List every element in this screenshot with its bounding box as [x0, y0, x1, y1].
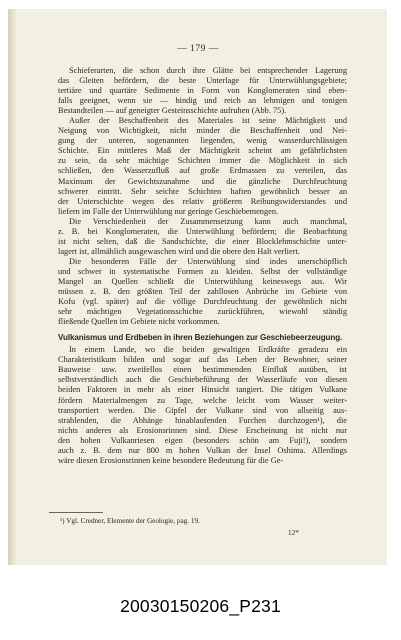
text-line: lagert ist, allmählich ausgewaschen wird und die obere den Halt verliert.	[58, 246, 300, 256]
text-line: und schwer in systematische Formen zu kleiden. Selbst der vollständige	[58, 266, 347, 276]
text-line: Die Verschiedenheit der Zusammensetzung kann auch manchmal,	[69, 216, 347, 226]
text-line: ist nicht selten, daß die Sandschichte, die einer Blocklehmschichte unter-	[58, 236, 347, 246]
text-line: Schieferarten, die schon durch ihre Glätte bei entsprechender Lagerung	[69, 66, 347, 75]
text-line: wäre diesen Erosionsrinnen keine besondere Bedeutung für die Ge-	[58, 455, 284, 465]
page-gutter-shadow	[9, 9, 17, 565]
body-text	[58, 66, 347, 466]
text-line: Mangel an Quellen schließt die Unterwühlung keineswegs aus. Wir	[58, 276, 347, 286]
text-line: z. B. bei Konglomeraten, die Unterwühlung befördern; die Beobachtung	[58, 226, 347, 236]
footnote-rule	[49, 512, 103, 513]
text-line: auch z. B. dem nur 800 m hohen Vulkan der Insel Oshima. Allerdings	[58, 445, 347, 455]
text-line: strahlenden, die Abhänge hinablaufenden Furchen durchzogen¹), die	[58, 415, 347, 425]
text-line: Bestandteilen — auf geneigter Gesteinsschichte aufruhen (Abb. 75).	[58, 106, 287, 116]
text-line: nichts anderes als Erosionsrinnen sind. Diese Erscheinung ist nicht nur	[58, 425, 347, 435]
section-heading: Vulkanismus und Erdbeben in ihren Beziehungen zur Geschiebeerzeugung.	[58, 333, 343, 343]
text-line: gung der unteren, sogenannten liegenden, wenig wasserdurchlässigen	[58, 136, 347, 146]
text-line: falls geeignet, wenn sie — bindig und reich an lehmigen und tonigen	[58, 96, 347, 106]
paragraph	[58, 217, 347, 257]
text-line: selbstverständlich auch die Geschiebeführung der Wasserläufe von diesen	[58, 375, 347, 385]
page-number: — 179 —	[177, 44, 219, 54]
text-line: Außer der Beschaffenheit des Materiales ist seine Mächtigkeit und	[69, 116, 347, 126]
text-line: Charakteristikum bilden und sogar auf das Leben der Bewohner, seiner	[58, 355, 347, 365]
section-one-paragraphs	[58, 66, 347, 327]
text-line: der Unterschichte wegen des relativ größeren Reibungswiderstandes und	[58, 196, 347, 206]
text-line: In einem Lande, wo die beiden gewaltigen Erdkräfte geradezu ein	[69, 345, 347, 355]
text-line: fördern Materialmengen zu Tage, welche leicht vom Wasser weiter-	[58, 395, 347, 405]
paragraph	[58, 116, 347, 216]
text-line: Die besonderen Fälle der Unterwühlung sind indes unerschöpflich	[69, 256, 347, 266]
text-line: den hohen Vulkanriesen eigen (besonders schön am Fuji!), sondern	[58, 435, 347, 445]
text-line: sehr mächtigen Vegetationsschichte zurückführen, wiewohl ständig	[58, 307, 347, 317]
text-line: Schichte. Ein mittleres Maß der Mächtigkeit scheint am gefährlichsten	[58, 146, 347, 156]
book-page	[8, 9, 387, 565]
paragraph	[58, 257, 347, 327]
paragraph	[58, 66, 347, 116]
text-line: Bauweise usw. zweifellos einen bestimmenden Einfluß ausüben, ist	[58, 365, 347, 375]
text-line: zu sein, da sehr mächtige Schichten immer die Möglichkeit in sich	[58, 156, 347, 166]
sheet-signature: 12*	[288, 529, 299, 537]
footnote: ¹) Vgl. Credner, Elemente der Geologie, pag. 19.	[60, 517, 200, 525]
text-line: tertiäre und quartäre Sedimente in Form von Konglomeraten sind eben-	[58, 86, 347, 96]
text-line: liefern im Falle der Unterwühlung nur geringe Geschiebemengen.	[58, 206, 279, 216]
text-line: transportiert werden. Die Gipfel der Vulkane sind von allseitig aus-	[58, 405, 347, 415]
section-two-paragraphs	[58, 345, 347, 466]
text-line: müssen z. B. den größten Teil der zahllosen Anbrüche im Gebiete von	[58, 287, 347, 297]
text-line: schließen, den Wasserzufluß auf große Erdmassen zu verteilen, das	[58, 166, 347, 176]
text-line: beiden Faktoren in mehr als einer Hinsicht tangiert. Die tätigen Vulkane	[58, 385, 347, 395]
archive-label: 20030150206_P231	[120, 596, 281, 616]
text-line: fließende Quellen im Gebiete nicht vorkommen.	[58, 317, 220, 327]
paragraph	[58, 345, 347, 466]
text-line: Neigung von Wichtigkeit, nicht minder die Beschaffenheit und Nei-	[58, 126, 347, 136]
text-line: Maximum der Gewichtszunahme und die gänzliche Durchfeuchtung	[58, 176, 347, 186]
text-line: schwerer eintritt. Sehr seichte Schichten haften gewöhnlich besser an	[58, 186, 347, 196]
text-line: das Gleiten befördern, die beste Unterlage für Unterwühlungsgebiete;	[58, 76, 347, 86]
text-line: Kofu (vgl. später) auf die völlige Durchfeuchtung der gewöhnlich nicht	[58, 297, 347, 307]
